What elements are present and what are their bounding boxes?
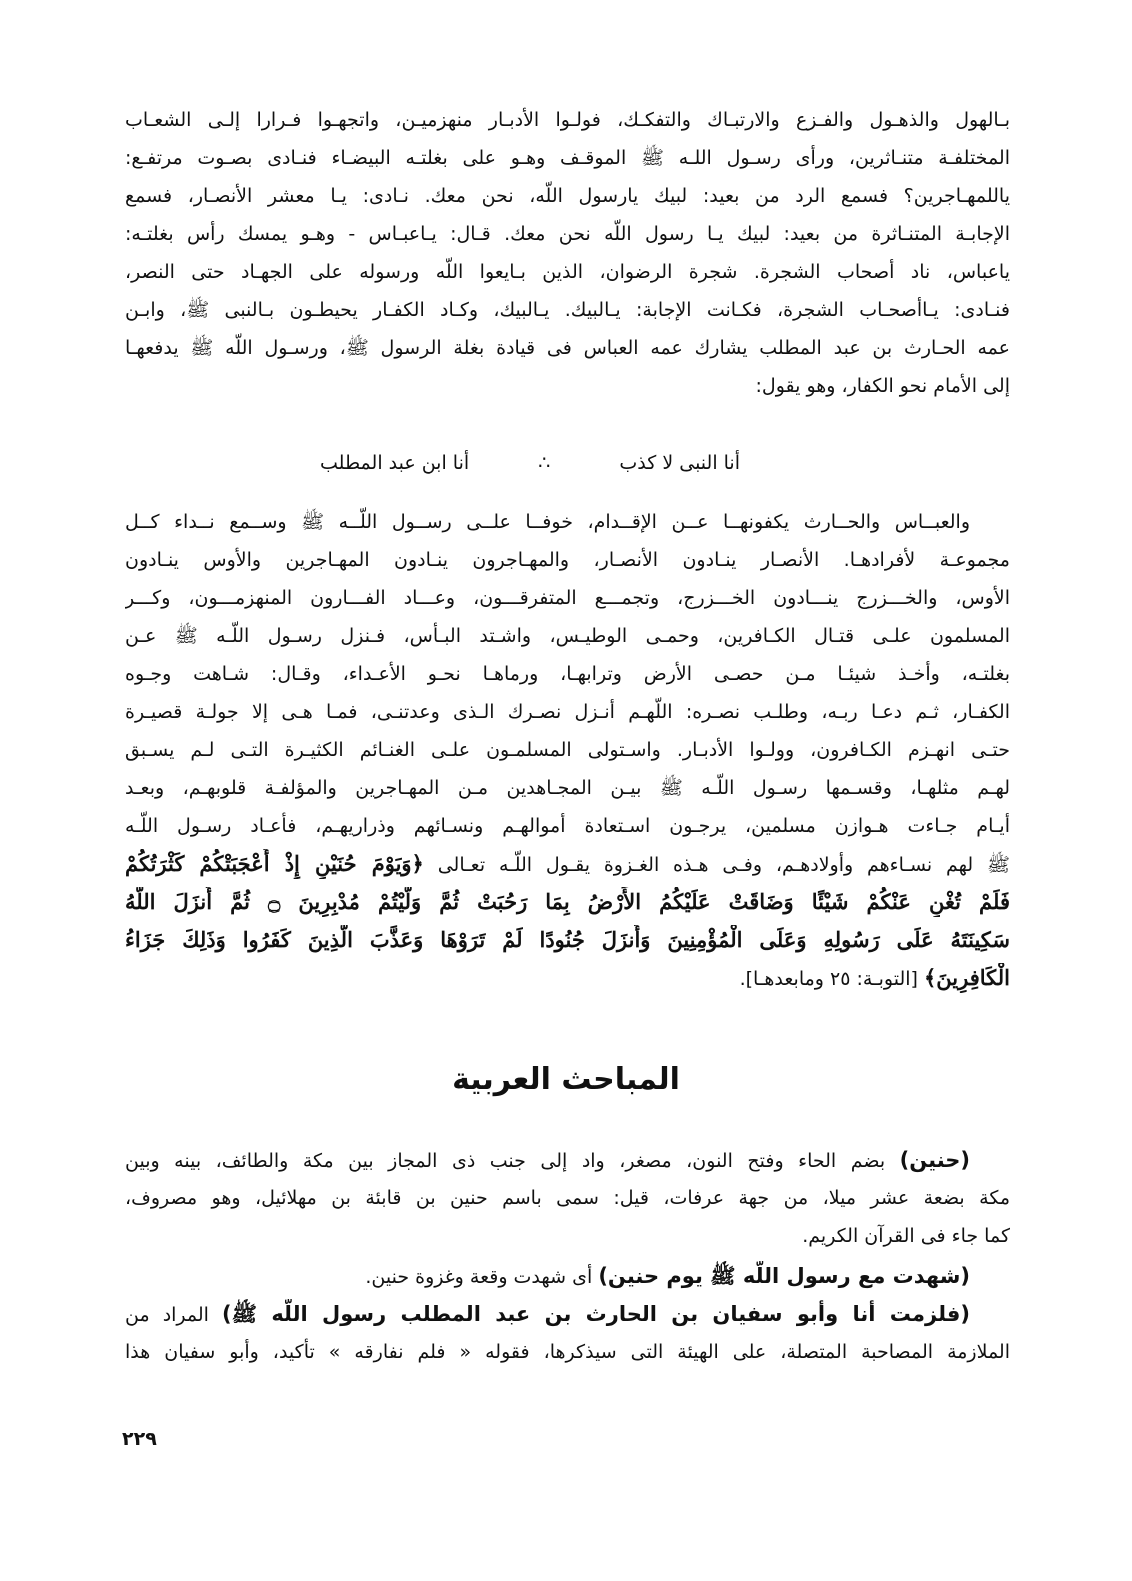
poem-first-hemistich: أنا النبى لا كذب [619,452,740,474]
text-line: مكة بضعة عشر ميلا، من جهة عرفات، قيل: سمى باسم حنين بن قابئة بن مهلائيل، وهو مصروف، [125,1187,1010,1209]
term-heading: (شهدت مع رسول اللّه ﷺ يوم حنين) [598,1264,970,1288]
poem-verse [320,452,740,474]
text-line: بغلتـه، وأخـذ شيئـا مـن حصـى الأرض وترابهـا، ورماهـا نحـو الأعـداء، وقـال: شـاهت وجـوه [125,663,1010,685]
quran-reference: [التوبـة: ٢٥ ومابعدهـا]. [739,968,918,990]
poem-second-hemistich: أنا ابن عبد المطلب [320,452,470,474]
quran-verse: ﴿وَيَوْمَ حُنَيْنٍ إِذْ أَعْجَبَتْكُمْ كَثْرَتُكُمْ [125,851,424,876]
text-segment: المراد من [125,1304,209,1326]
text-line: فنـادى: يـاأصحـاب الشجرة، فكـانت الإجابة: يـالبيك. يـالبيك، وكـاد الكفـار يحيطـون بـالنبى ﷺ، وابـن [125,299,1010,321]
text-line: عمه الحـارث بن عبد المطلب يشارك عمه العباس فى قيادة بغلة الرسول ﷺ، ورسـول اللّه ﷺ يدفعهـا [125,337,1010,359]
text-line: لهـم مثلهـا، وقسـمها رسـول اللّـه ﷺ بيـن المجـاهدين مـن المهـاجرين والمؤلفـة قلوبهـم، وبعـد [125,777,1010,799]
text-line: بـالهول والذهـول والفـزع والارتبـاك والتفكـك، فولـوا الأدبـار منهزميـن، واتجهـوا فـرارا إلـى الشعـاب [125,109,1010,131]
text-line: والعبــاس والحــارث يكفونهــا عــن الإقــدام، خوفــا علــى رســول اللّــه ﷺ وســمع نــداء كــل [125,511,970,533]
text-line: الأوس، والخـــزرج ينـــادون الخـــزرج، وتجمـــع المتفرقـــون، وعـــاد الفـــارون المنهزمـــون، وكـــر [125,587,1010,609]
text-line [125,849,1010,879]
text-line: المختلفـة متنـاثرين، ورأى رسـول اللـه ﷺ الموقـف وهـو على بغلتـه البيضـاء فنـادى بصـوت مرتفـع: [125,147,1010,169]
quran-verse-line: الْكَافِرِينَ﴾ [924,965,1010,990]
poem-separator: ∴ [538,452,551,474]
text-line: أيـام جـاءت هـوازن مسلمين، يرجـون اسـتعادة أموالهـم ونسـائهم وذراريهـم، فأعـاد رسـول اللّـه [125,815,1010,837]
text-line: مجموعـة لأفرادهـا. الأنصـار ينـادون الأنصـار، والمهـاجرون ينـادون المهـاجرين والأوس ينـادون [125,549,1010,571]
text-segment: ﷺ لهم نسـاءهم وأولادهـم، وفـى هـذه الغـزوة يقـول اللّـه تعـالى [437,854,1010,876]
text-line: حتـى انهـزم الكـافرون، وولـوا الأدبـار. واسـتولى المسلمـون علـى الغنـائم الكثيـرة التـى لـم يسـبق [125,739,1010,761]
text-segment: بضم الحاء وفتح النون، مصغر، واد إلى جنب ذى المجاز بين مكة والطائف، بينه وبين [125,1150,886,1172]
text-line: المسلمون علـى قتـال الكـافرين، وحمـى الوطيـس، واشـتد البـأس، فـنزل رسـول اللّـه ﷺ عـن [125,625,1010,647]
text-line: الملازمة المصاحبة المتصلة، على الهيئة التى سيذكرها، فقوله « فلم نفارقه » تأكيد، وأبو سفيان هذا [125,1341,1010,1363]
text-line: ياعباس، ناد أصحاب الشجرة. شجرة الرضوان، الذين بـايعوا اللّه ورسوله على الجهـاد حتى النصر، [125,261,1010,283]
text-line [125,963,1010,993]
page-number: ٢٢٩ [122,1428,157,1450]
text-line: كما جاء فى القرآن الكريم. [802,1225,1010,1247]
quran-verse-line: سَكِينَتَهُ عَلَى رَسُولِهِ وَعَلَى الْمُؤْمِنِينَ وَأَنزَلَ جُنُودًا لَمْ تَرَوْهَا وَعَذَّبَ الَّذِينَ كَفَرُوا وَذَلِكَ جَزَاءُ [125,927,1010,952]
quran-verse-line: فَلَمْ تُغْنِ عَنْكُمْ شَيْئًا وَضَاقَتْ عَلَيْكُمُ الأَرْضُ بِمَا رَحُبَتْ ثُمَّ وَلَّيْتُمْ مُدْبِرِينَ ۝ ثُمَّ أَنزَلَ اللَّهُ [125,889,1010,914]
text-segment: أى شهدت وقعة وغزوة حنين. [365,1266,593,1288]
text-line: الكفـار، ثـم دعـا ربـه، وطلـب نصـره: اللّهـم أنـزل نصـرك الـذى وعدتنـى، فمـا هـى إلا جولـة قصيـرة [125,701,1010,723]
section-heading: المباحث العربية [452,1062,680,1097]
text-line: الإجابـة المتنـاثرة من بعيد: لبيك يـا رسول اللّه نحن معك. قـال: يـاعبـاس - وهـو يمسك رأس بغلتـه: [125,223,1010,245]
text-line: إلى الأمام نحو الكفار، وهو يقول: [755,375,1010,397]
paragraph-4 [125,1261,970,1291]
term-heading: (فلزمت أنا وأبو سفيان بن الحارث بن عبد المطلب رسول اللّه ﷺ) [222,1302,970,1326]
text-line [125,1299,970,1329]
text-line: ياللمهـاجرين؟ فسمع الرد من بعيد: لبيك يارسول اللّه، نحن معك. نـادى: يـا معشر الأنصـار، فسمع [125,185,1010,207]
term-heading: (حنين) [899,1148,970,1172]
text-line [125,1145,970,1175]
